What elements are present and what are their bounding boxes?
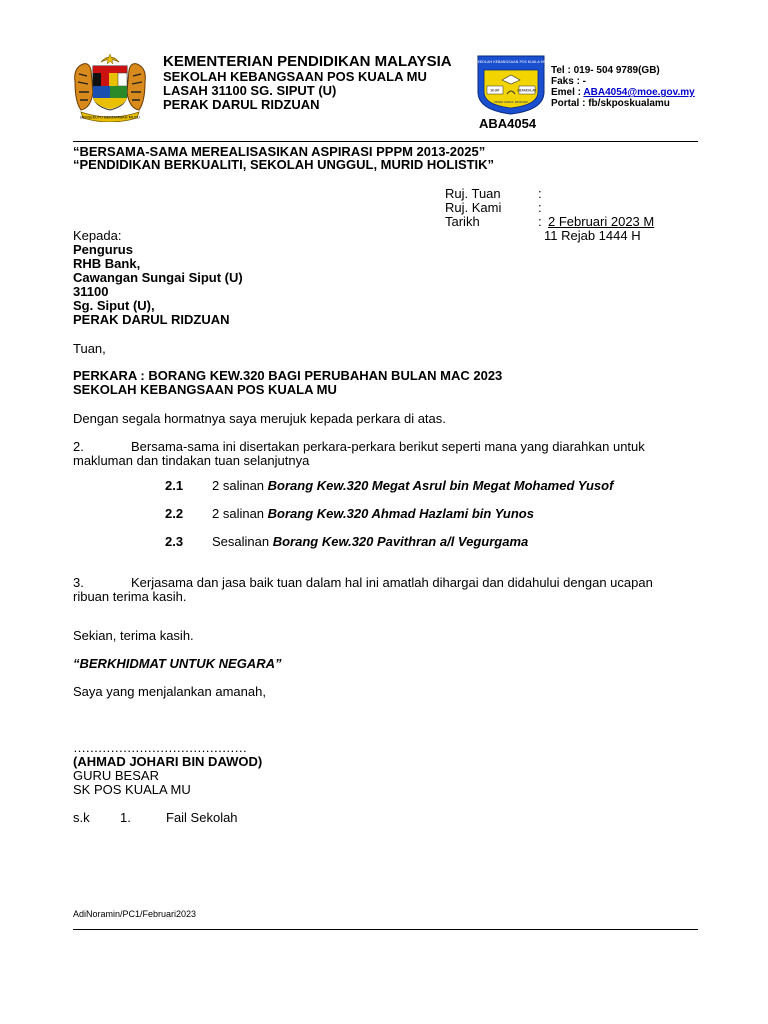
paragraph-2-line-1: Bersama-sama ini disertakan perkara-perkara berikut seperti mana yang diarahkan untuk — [131, 439, 645, 454]
contact-fax: Faks : - — [551, 76, 587, 87]
date-hijri: 11 Rejab 1444 H — [544, 228, 641, 243]
enclosure-number: 2.1 — [165, 478, 184, 493]
ministry-name: KEMENTERIAN PENDIDIKAN MALAYSIA — [163, 53, 452, 70]
contact-tel: Tel : 019- 504 9789(GB) — [551, 65, 660, 76]
closing: Sekian, terima kasih. — [73, 628, 194, 643]
enclosure-number: 2.2 — [165, 506, 184, 521]
paragraph-2-number: 2. — [73, 439, 84, 454]
enclosure-title: Borang Kew.320 Megat Asrul bin Megat Mohamed Yusof — [267, 478, 614, 493]
header-divider — [73, 141, 698, 142]
salutation: Tuan, — [73, 341, 106, 356]
paragraph-3-line-2: ribuan terima kasih. — [73, 589, 187, 604]
paragraph-1: Dengan segala hormatnya saya merujuk kepada perkara di atas. — [73, 411, 446, 426]
slogan-line-2: “PENDIDIKAN BERKUALITI, SEKOLAH UNGGUL, MURID HOLISTIK” — [73, 157, 495, 172]
recipient-line: Cawangan Sungai Siput (U) — [73, 270, 243, 285]
malaysia-crest-logo — [71, 52, 149, 122]
recipient-line: Sg. Siput (U), — [73, 298, 155, 313]
cc-label: s.k — [73, 810, 90, 825]
paragraph-3-number: 3. — [73, 575, 84, 590]
enclosure-item — [212, 535, 528, 549]
school-logo-right-text: BERAKHLAK — [517, 88, 537, 93]
subject-line-1: PERKARA : BORANG KEW.320 BAGI PERUBAHAN BULAN MAC 2023 — [73, 368, 503, 383]
recipient-line: RHB Bank, — [73, 256, 141, 271]
signatory-position: GURU BESAR — [73, 768, 159, 783]
cc-number: 1. — [120, 810, 131, 825]
trust-line: Saya yang menjalankan amanah, — [73, 684, 266, 699]
footer-reference: AdiNoramin/PC1/Februari2023 — [73, 909, 197, 919]
recipient-line: 31100 — [73, 284, 109, 299]
tarikh-label: Tarikh — [445, 214, 480, 229]
school-logo-top-text: SEKOLAH KEBANGSAAN POS KUALA MU — [475, 60, 547, 64]
recipient-line: Pengurus — [73, 242, 133, 257]
email-link[interactable]: ABA4054@moe.gov.my — [583, 87, 695, 98]
contact-email-label: Emel : — [551, 87, 584, 98]
enclosure-item — [212, 507, 534, 521]
signature-dots: …………………………………… — [73, 740, 247, 755]
school-logo-left-text: SIHAT — [490, 88, 500, 93]
contact-email-row — [551, 87, 695, 98]
school-logo — [474, 52, 548, 116]
crest-ribbon-text: BERSEKUTU BERTAMBAH MUTU — [80, 114, 140, 120]
signatory-name: (AHMAD JOHARI BIN DAWOD) — [73, 754, 263, 769]
school-address-line-2: PERAK DARUL RIDZUAN — [163, 97, 320, 112]
school-logo-bottom-text: PERAK DARUL RIDZUAN — [494, 100, 528, 104]
enclosure-prefix: 2 salinan — [212, 478, 268, 493]
enclosure-title: Borang Kew.320 Ahmad Hazlami bin Yunos — [267, 506, 534, 521]
cc-item: Fail Sekolah — [166, 810, 238, 825]
school-name: SEKOLAH KEBANGSAAN POS KUALA MU — [163, 69, 427, 84]
contact-portal: Portal : fb/skposkualamu — [551, 98, 670, 109]
signatory-school: SK POS KUALA MU — [73, 782, 191, 797]
school-address-line-1: LASAH 31100 SG. SIPUT (U) — [163, 83, 337, 98]
enclosure-prefix: 2 salinan — [212, 506, 268, 521]
ruj-tuan-colon: : — [538, 186, 542, 201]
enclosure-prefix: Sesalinan — [212, 534, 273, 549]
ruj-kami-label: Ruj. Kami — [445, 200, 502, 215]
enclosure-title: Borang Kew.320 Pavithran a/l Vegurgama — [272, 534, 529, 549]
paragraph-3-line-1: Kerjasama dan jasa baik tuan dalam hal ini amatlah dihargai dan didahului dengan ucapan — [131, 575, 653, 590]
subject-line-2: SEKOLAH KEBANGSAAN POS KUALA MU — [73, 382, 337, 397]
school-code: ABA4054 — [479, 116, 537, 131]
slogan-line-1: “BERSAMA-SAMA MEREALISASIKAN ASPIRASI PPPM 2013-2025” — [73, 144, 486, 159]
enclosure-item — [212, 479, 613, 493]
enclosure-number: 2.3 — [165, 534, 184, 549]
ruj-tuan-label: Ruj. Tuan — [445, 186, 501, 201]
ruj-kami-colon: : — [538, 200, 542, 215]
date-gregorian: 2 Februari 2023 M — [548, 214, 655, 229]
footer-divider — [73, 929, 698, 930]
recipient-line: PERAK DARUL RIDZUAN — [73, 312, 230, 327]
motto: “BERKHIDMAT UNTUK NEGARA” — [73, 656, 282, 671]
tarikh-colon: : — [538, 214, 542, 229]
paragraph-2-line-2: makluman dan tindakan tuan selanjutnya — [73, 453, 310, 468]
kepada-label: Kepada: — [73, 228, 122, 243]
